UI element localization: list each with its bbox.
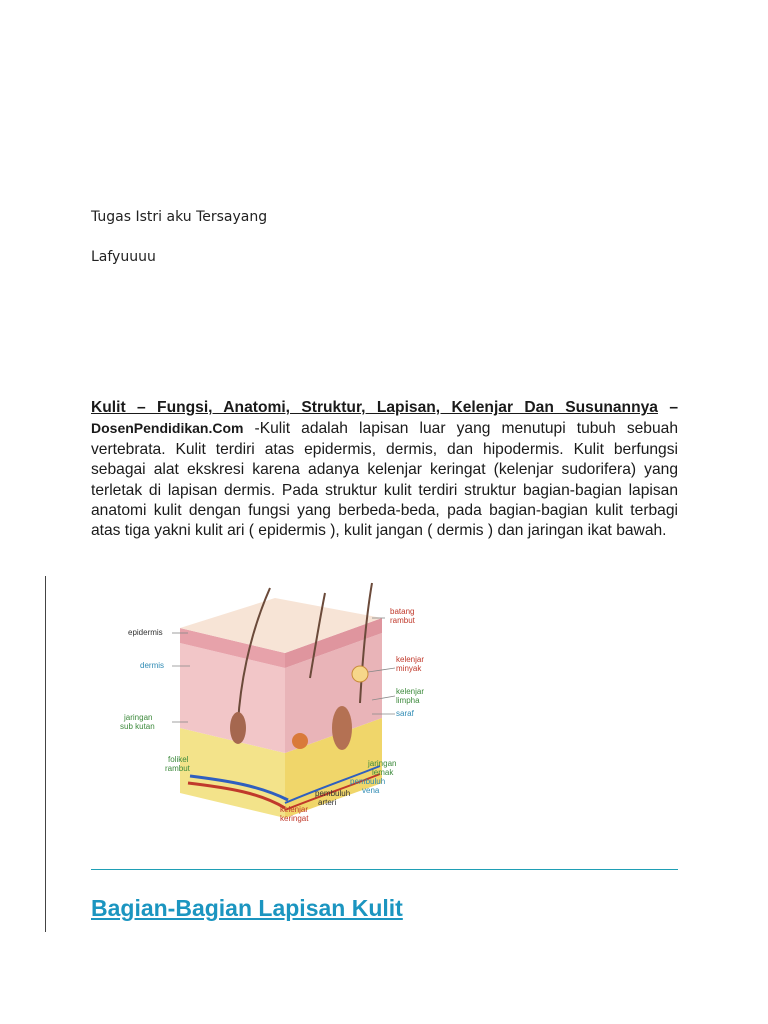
section-heading-link[interactable]: Bagian-Bagian Lapisan Kulit [91,895,403,921]
document-author: Lafyuuuu [91,249,156,265]
hair-follicle [230,712,246,744]
source-site: DosenPendidikan.Com [91,420,244,437]
label-pembuluh-vena-1: pembuluh [350,777,386,786]
label-rambut: rambut [165,764,190,773]
label-batang: batang [390,607,415,616]
label-kelenjar-keringat-2: keringat [280,814,309,823]
label-jaringan-lemak-2: lemak [372,768,394,777]
label-jaringan: jaringan [124,713,153,722]
label-folikel: folikel [168,755,189,764]
margin-line [45,576,46,932]
skin-anatomy-figure [110,578,470,828]
label-dermis: dermis [140,661,165,670]
sweat-gland [292,733,308,749]
label-pembuluh-vena-2: vena [362,786,380,795]
label-kelenjar-keringat-1: kelenjar [280,805,309,814]
label-jaringan-lemak-1: jaringan [368,759,397,768]
article-body: -Kulit adalah lapisan luar yang menutupi tubuh sebuah vertebrata. Kulit terdiri atas epidermis, dermis, dan hipodermis. Kulit berfungsi sebagai alat ekskresi karena adanya kelenjar keringat (kelenjar sudorifera) yang terletak di lapisan dermis. Pada struktur kulit terdiri struktur bagian-bagian lapisan anatomi kulit dengan fungsi yang berbeda-beda, pada bagian-bagian kulit terbagi atas tiga yakni kulit ari ( epidermis ), kulit jangan ( dermis ) dan jaringan ikat bawah. [91,420,678,540]
label-kelenjar-minyak-1: kelenjar [396,655,425,664]
headline-dash: – [657,399,678,416]
label-kelenjar-limpha-2: limpha [396,696,420,705]
section-divider [91,869,678,870]
article-headline[interactable]: Kulit – Fungsi, Anatomi, Struktur, Lapisan, Kelenjar Dan Susunannya [91,399,658,416]
label-sub-kutan: sub kutan [120,722,155,731]
label-kelenjar-limpha-1: kelenjar [396,687,425,696]
label-kelenjar-minyak-2: minyak [396,664,422,673]
label-rambut-top: rambut [390,616,415,625]
label-pembuluh-arteri-2: arteri [318,798,337,807]
label-epidermis: epidermis [128,628,163,637]
label-pembuluh-arteri-1: pembuluh [315,789,351,798]
article-paragraph [91,398,678,542]
hair-follicle [332,706,352,750]
label-saraf: saraf [396,709,414,718]
oil-gland [352,666,368,682]
document-title: Tugas Istri aku Tersayang [91,209,268,225]
